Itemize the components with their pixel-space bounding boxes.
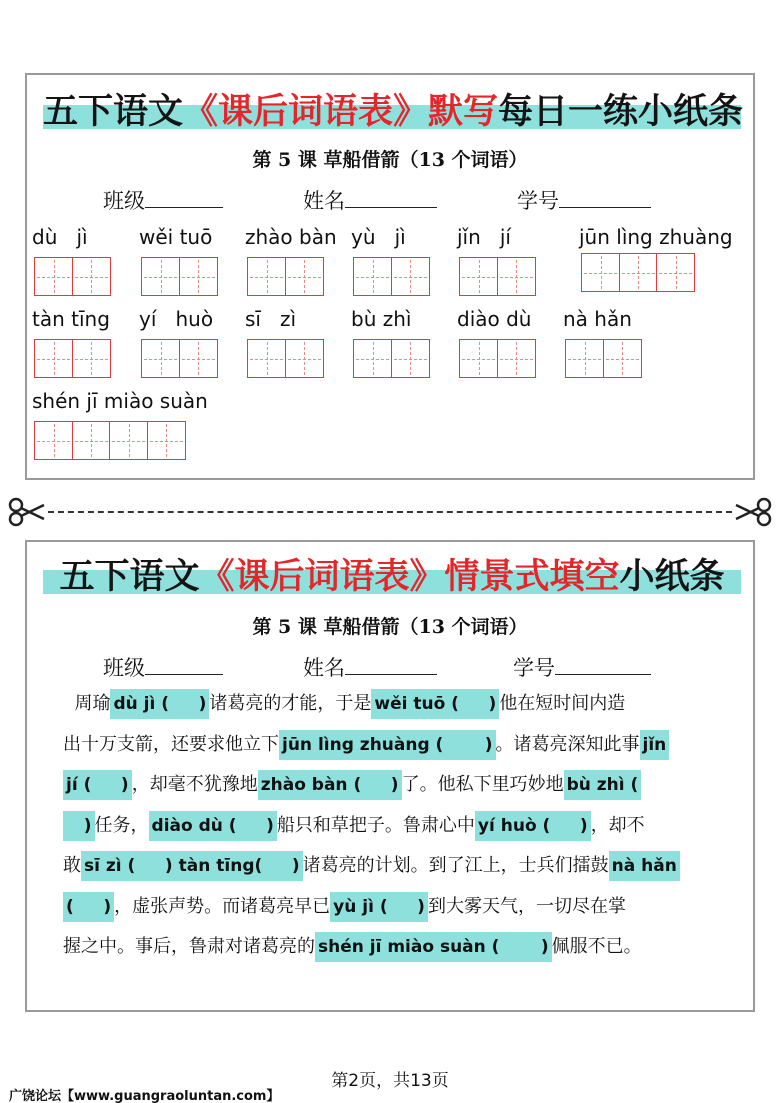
id-field[interactable] [513,652,651,682]
class-label: 班级 [103,656,145,680]
writing-grid[interactable] [141,257,218,296]
scissors-icon [6,497,46,527]
word-pinyin: shén jī miào suàn [32,389,208,413]
tian-grid-cell[interactable] [247,339,286,378]
card1-title [43,89,744,135]
card2-title [43,554,741,600]
pinyin-blank[interactable]: jǐn [640,730,670,760]
paragraph-line [63,687,625,721]
word-pinyin: jǐn jí [457,225,511,249]
writing-grid[interactable] [141,339,218,378]
pinyin-blank[interactable]: wěi tuō ( ) [371,689,499,719]
pinyin-blank[interactable]: sī zì ( ) [81,851,176,881]
tian-grid-cell[interactable] [619,253,658,292]
tian-grid-cell[interactable] [581,253,620,292]
writing-grid[interactable] [353,339,430,378]
word-pinyin: wěi tuō [139,225,213,249]
scissors-icon [734,497,774,527]
tian-grid-cell[interactable] [391,339,430,378]
paragraph-line [63,728,669,762]
paragraph-line [63,768,641,802]
paragraph-line [63,809,645,843]
paragraph-text: 。诸葛亮深知此事 [495,733,640,755]
pinyin-blank[interactable]: yí huò ( ) [475,811,591,841]
pinyin-blank[interactable]: jí ( ) [63,770,132,800]
paragraph-text: ，却毫不犹豫地 [131,774,258,795]
word-pinyin: nà hǎn [563,307,632,331]
tian-grid-cell[interactable] [353,339,392,378]
pinyin-blank[interactable]: bù zhì ( [564,770,642,800]
writing-grid[interactable] [34,421,186,460]
tian-grid-cell[interactable] [247,257,286,296]
writing-grid[interactable] [565,339,642,378]
word-pinyin: sī zì [245,307,297,331]
paragraph-text: 了。他私下里巧妙地 [401,774,564,795]
class-label: 班级 [103,189,145,213]
tian-grid-cell[interactable] [353,257,392,296]
word-pinyin: yù jì [351,225,406,249]
id-label: 学号 [517,189,559,213]
pinyin-blank[interactable]: ) [63,811,95,841]
pinyin-blank[interactable]: diào dù ( ) [149,811,277,841]
writing-grid[interactable] [34,257,111,296]
tian-grid-cell[interactable] [391,257,430,296]
tian-grid-cell[interactable] [565,339,604,378]
pinyin-blank[interactable]: nà hǎn [609,851,680,881]
paragraph-line [63,890,626,924]
tian-grid-cell[interactable] [109,421,148,460]
id-label: 学号 [513,656,555,680]
title-prefix: 五下语文 [43,92,184,132]
writing-grid[interactable] [581,253,695,292]
paragraph-text: ，却不 [590,814,645,836]
name-field[interactable] [303,652,437,682]
word-pinyin: yí huò [139,307,214,331]
tian-grid-cell[interactable] [72,257,111,296]
paragraph-text: 任务， [94,814,149,836]
tian-grid-cell[interactable] [179,339,218,378]
tian-grid-cell[interactable] [141,257,180,296]
paragraph-text: 握之中。事后，鲁肃对诸葛亮的 [63,936,315,957]
paragraph-text: 到大雾天气，一切尽在掌 [427,895,626,917]
paragraph-text: 佩服不已。 [551,936,642,957]
tian-grid-cell[interactable] [285,339,324,378]
title-prefix: 五下语文 [59,557,200,597]
paragraph-text: 敢 [63,855,81,876]
tian-grid-cell[interactable] [72,339,111,378]
tian-grid-cell[interactable] [34,421,73,460]
writing-grid[interactable] [459,257,536,296]
tian-grid-cell[interactable] [497,257,536,296]
word-pinyin: bù zhì [351,307,412,331]
paragraph-line [63,930,642,964]
tian-grid-cell[interactable] [459,257,498,296]
tian-grid-cell[interactable] [603,339,642,378]
lesson-heading: 第 5 课 草船借箭（13 个词语） [252,149,528,171]
writing-grid[interactable] [459,339,536,378]
tian-grid-cell[interactable] [497,339,536,378]
title-highlight: 《课后词语表》默写 [183,92,499,132]
pinyin-blank[interactable]: tàn tīng( ) [176,851,303,881]
tian-grid-cell[interactable] [34,257,73,296]
writing-grid[interactable] [34,339,111,378]
paragraph-line [63,849,680,883]
tian-grid-cell[interactable] [34,339,73,378]
paragraph-text: 他在短时间内造 [499,693,626,714]
tian-grid-cell[interactable] [656,253,695,292]
pinyin-blank[interactable]: shén jī miào suàn ( ) [315,932,552,962]
name-field[interactable] [303,185,437,215]
title-suffix: 每日一练小纸条 [498,92,744,132]
word-pinyin: tàn tīng [32,307,110,331]
paragraph-text: 出十万支箭，还要求他立下 [63,733,279,755]
name-label: 姓名 [303,656,345,680]
tian-grid-cell[interactable] [285,257,324,296]
writing-grid[interactable] [247,257,324,296]
tian-grid-cell[interactable] [147,421,186,460]
tian-grid-cell[interactable] [179,257,218,296]
page-number: 第2页，共13页 [331,1071,449,1091]
word-pinyin: dù jì [32,225,88,249]
title-highlight: 《课后词语表》情景式填空 [199,557,620,597]
class-field[interactable] [103,185,223,215]
tian-grid-cell[interactable] [72,421,111,460]
paragraph-text: ，虚张声势。而诸葛亮早已 [114,895,331,917]
site-credit: 广饶论坛【www.guangraoluntan.com】 [9,1089,280,1103]
id-field[interactable] [517,185,651,215]
paragraph-text: 诸葛亮的才能，于是 [209,693,372,714]
pinyin-blank[interactable]: yù jì ( ) [330,892,428,922]
paragraph-text: 周瑜 [63,693,111,714]
cut-line [0,497,780,527]
name-label: 姓名 [303,189,345,213]
writing-grid[interactable] [353,257,430,296]
class-field[interactable] [103,652,223,682]
tian-grid-cell[interactable] [459,339,498,378]
pinyin-blank[interactable]: ( ) [63,892,114,922]
pinyin-blank[interactable]: jūn lìng zhuàng ( ) [279,730,496,760]
paragraph-text: 船只和草把子。鲁肃心中 [276,814,475,836]
dictation-card [25,73,755,480]
writing-grid[interactable] [247,339,324,378]
word-pinyin: jūn lìng zhuàng [579,225,733,249]
word-pinyin: diào dù [457,307,532,331]
lesson-heading: 第 5 课 草船借箭（13 个词语） [252,616,528,638]
fill-in-card [25,540,755,1012]
pinyin-blank[interactable]: dù jì ( ) [110,689,209,719]
tian-grid-cell[interactable] [141,339,180,378]
title-suffix: 小纸条 [619,557,725,597]
paragraph-text: 诸葛亮的计划。到了江上，士兵们擂鼓 [302,855,609,876]
word-pinyin: zhào bàn [245,225,337,249]
pinyin-blank[interactable]: zhào bàn ( ) [258,770,402,800]
